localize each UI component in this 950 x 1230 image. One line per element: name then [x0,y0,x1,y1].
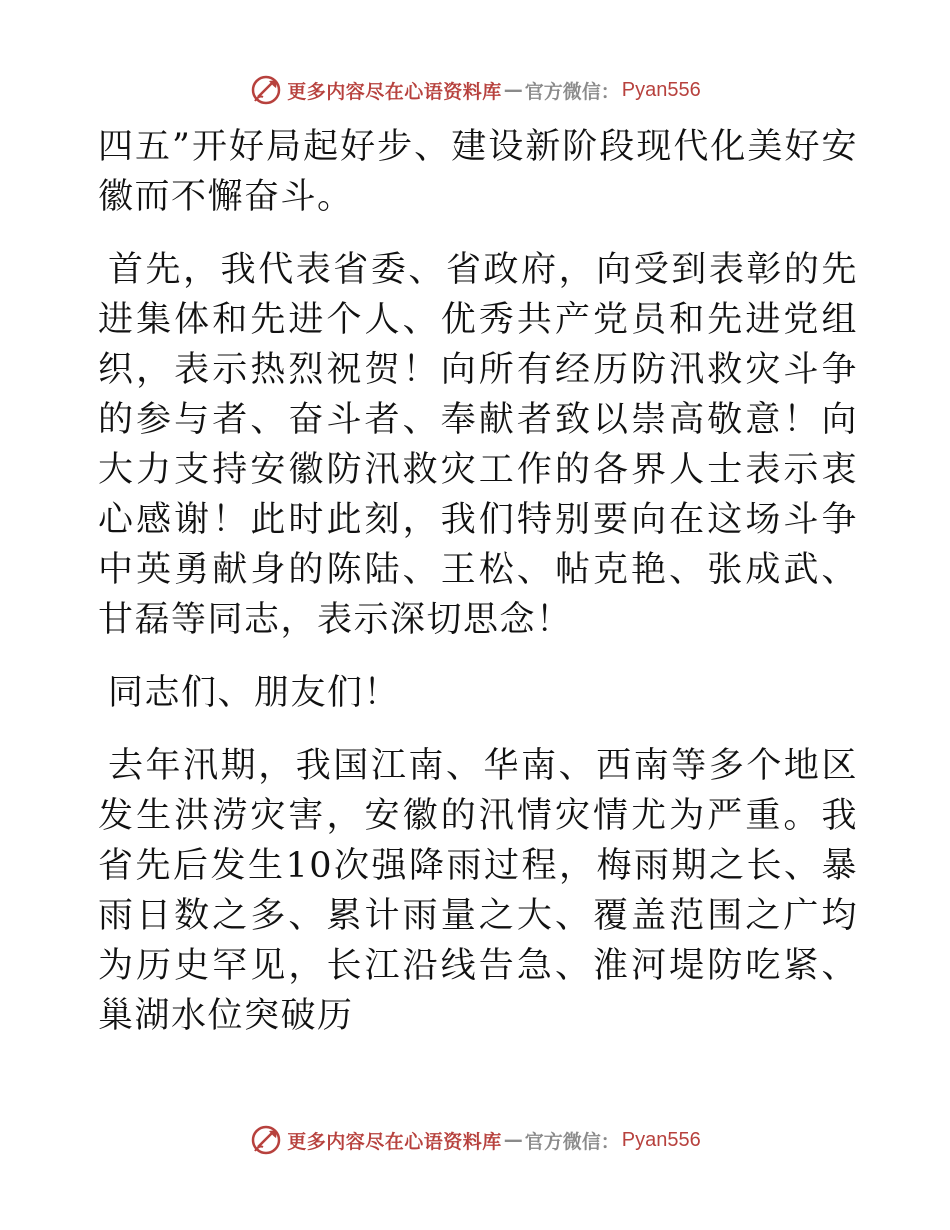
watermark-title: 更多内容尽在心语资料库 [287,1130,502,1153]
paragraph-1: 四五”开好局起好步、建设新阶段现代化美好安徽而不懈奋斗。 [98,127,858,217]
watermark-wechat-label: 官方微信： [524,80,620,103]
watermark-wechat-id: Pyan556 [621,1128,701,1151]
watermark-separator: — [503,1129,523,1151]
paragraph-3: 同志们、朋友们！ [108,673,401,713]
quill-seal-icon [249,1123,283,1157]
watermark-wechat-label: 官方微信： [524,1130,620,1153]
paragraph-4: 去年汛期，我国江南、华南、西南等多个地区发生洪涝灾害，安徽的汛情灾情尤为严重。我省先后发生10次强降雨过程，梅雨期之长、暴雨日数之多、累计雨量之大、覆盖范围之广均为历史罕见，长江沿线告急、淮河堤防吃紧、巢湖水位突破历 [98,746,858,1036]
paragraph-2: 首先，我代表省委、省政府，向受到表彰的先进集体和先进个人、优秀共产党员和先进党组织，表示热烈祝贺！向所有经历防汛救灾斗争的参与者、奋斗者、奉献者致以崇高敬意！向大力支持安徽防汛救灾工作的各界人士表示衷心感谢！此时此刻，我们特别要向在这场斗争中英勇献身的陈陆、王松、帖克艳、张成武、甘磊等同志，表示深切思念！ [98,250,858,640]
watermark-title: 更多内容尽在心语资料库 [287,80,502,103]
watermark-wechat-id: Pyan556 [621,78,701,101]
document-body [98,122,858,1041]
watermark-separator: — [503,79,523,101]
header-watermark [0,70,950,110]
quill-seal-icon [249,73,283,107]
footer-watermark [0,1120,950,1160]
